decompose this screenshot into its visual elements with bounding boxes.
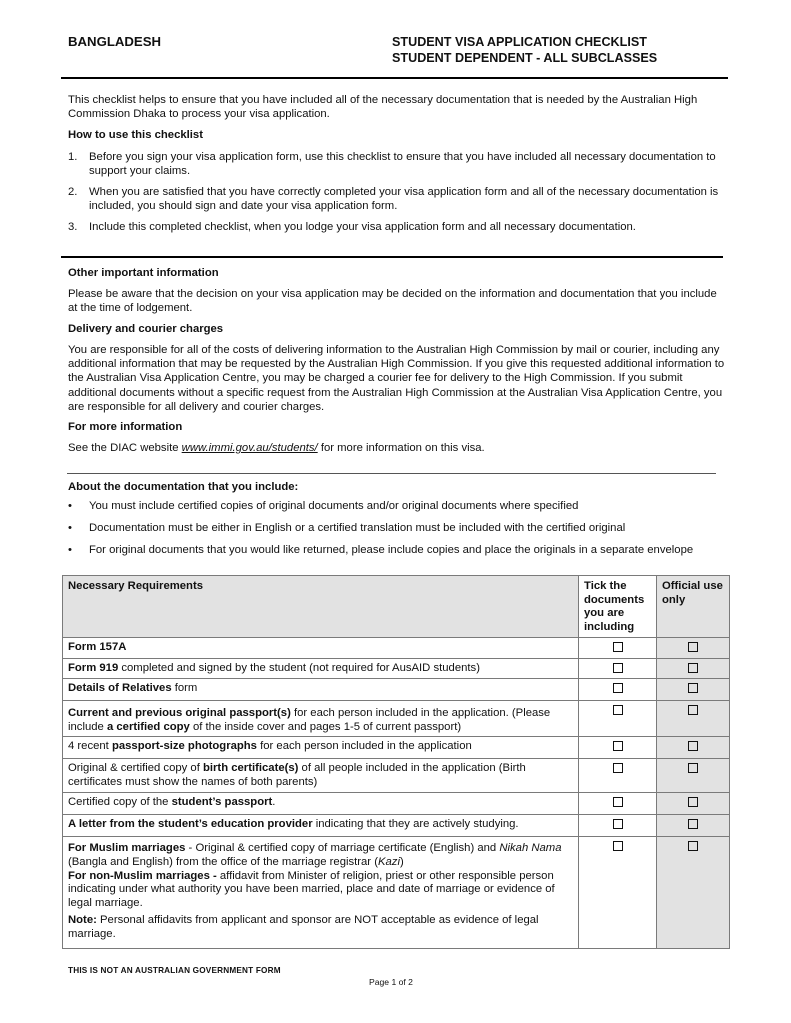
tick-checkbox[interactable] <box>613 663 623 673</box>
tick-checkbox[interactable] <box>613 841 623 851</box>
tick-checkbox[interactable] <box>613 642 623 652</box>
more-info-text: See the DIAC website www.immi.gov.au/students/ for more information on this visa. <box>68 442 485 454</box>
official-checkbox <box>688 642 698 652</box>
table-row: Current and previous original passport(s) for each person included in the application. (Please include a certified copy of the inside cover and pages 1-5 of current passport) <box>63 701 730 737</box>
col-header-requirements: Necessary Requirements <box>63 576 579 638</box>
document-title <box>392 34 657 66</box>
table-row: Form 157A <box>63 638 730 659</box>
country-label: BANGLADESH <box>68 34 162 49</box>
bullet-item: • Documentation must be either in English or a certified translation must be included with the certified original <box>68 522 626 534</box>
official-checkbox <box>688 763 698 773</box>
tick-checkbox[interactable] <box>613 683 623 693</box>
other-info-heading: Other important information <box>68 267 219 279</box>
table-row: Certified copy of the student’s passport. <box>63 793 730 815</box>
official-checkbox <box>688 819 698 829</box>
table-row: A letter from the student’s education provider indicating that they are actively studying. <box>63 815 730 837</box>
step-item: 2. When you are satisfied that you have correctly completed your visa application form and all of the necessary documentation is included, you should sign and date your visa application form. <box>68 186 719 213</box>
tick-checkbox[interactable] <box>613 819 623 829</box>
bullet-item: • You must include certified copies of original documents and/or original documents where specified <box>68 500 579 512</box>
intro-text: This checklist helps to ensure that you have included all of the necessary documentation that is needed by the Australian High Commission Dhaka to process your visa application. <box>68 94 698 121</box>
tick-checkbox[interactable] <box>613 705 623 715</box>
requirements-table <box>62 575 730 949</box>
official-checkbox <box>688 741 698 751</box>
delivery-text: You are responsible for all of the costs of delivering information to the Australian High Commission by mail or courier, including any additional information that may be requested by the Australian High Commission. If you give this requested additional information to the Australian Visa Application Centre, you may be charged a courier fee for delivery to the High Commission. If you submit additional documents without a specific request from the Australian High Commission at the Australian Visa Application Centre, you are responsible for all delivery and courier charges. <box>68 344 725 413</box>
diac-website-link[interactable]: www.immi.gov.au/students/ <box>181 442 318 454</box>
table-header-row <box>63 576 730 638</box>
other-info-text: Please be aware that the decision on your visa application may be decided on the information and documentation that you include at the time of lodgement. <box>68 288 717 315</box>
table-row: 4 recent passport-size photographs for each person included in the application <box>63 737 730 759</box>
col-header-official: Official use only <box>657 576 730 638</box>
title-line-1: STUDENT VISA APPLICATION CHECKLIST <box>392 35 647 49</box>
section-divider <box>61 256 723 258</box>
official-checkbox <box>688 797 698 807</box>
page-number: Page 1 of 2 <box>369 977 413 987</box>
tick-checkbox[interactable] <box>613 797 623 807</box>
table-row: Details of Relatives form <box>63 679 730 701</box>
step-item: 1. Before you sign your visa application form, use this checklist to ensure that you have included all necessary documentation to support your claims. <box>68 151 716 178</box>
official-checkbox <box>688 683 698 693</box>
bullet-item: • For original documents that you would like returned, please include copies and place the originals in a separate envelope <box>68 544 694 556</box>
disclaimer: THIS IS NOT AN AUSTRALIAN GOVERNMENT FORM <box>68 966 281 975</box>
how-to-use-heading: How to use this checklist <box>68 129 203 141</box>
table-row: Original & certified copy of birth certificate(s) of all people included in the application (Birth certificates must show the names of both parents) <box>63 759 730 793</box>
documentation-heading: About the documentation that you include: <box>68 481 299 493</box>
tick-checkbox[interactable] <box>613 741 623 751</box>
table-row: Form 919 completed and signed by the student (not required for AusAID students) <box>63 658 730 679</box>
tick-checkbox[interactable] <box>613 763 623 773</box>
col-header-tick: Tick the documents you are including <box>579 576 657 638</box>
more-info-heading: For more information <box>68 421 183 433</box>
step-item: 3. Include this completed checklist, when you lodge your visa application form and all necessary documentation. <box>68 221 636 233</box>
official-checkbox <box>688 663 698 673</box>
title-line-2: STUDENT DEPENDENT - ALL SUBCLASSES <box>392 51 658 65</box>
header-divider <box>61 77 728 79</box>
table-row: For Muslim marriages - Original & certified copy of marriage certificate (English) and Nikah Nama (Bangla and English) from the office of the marriage registrar (Kazi) For non-Muslim marriages - affidavit from Minister of religion, priest or other responsible person indicating under what authority you have been married, place and date of marriage or evidence of legal marriage. Note: Personal affidavits from applicant and sponsor are NOT acceptable as evidence of legal marriage. <box>63 837 730 949</box>
official-checkbox <box>688 841 698 851</box>
delivery-heading: Delivery and courier charges <box>68 323 224 335</box>
official-checkbox <box>688 705 698 715</box>
thin-divider <box>67 473 716 474</box>
